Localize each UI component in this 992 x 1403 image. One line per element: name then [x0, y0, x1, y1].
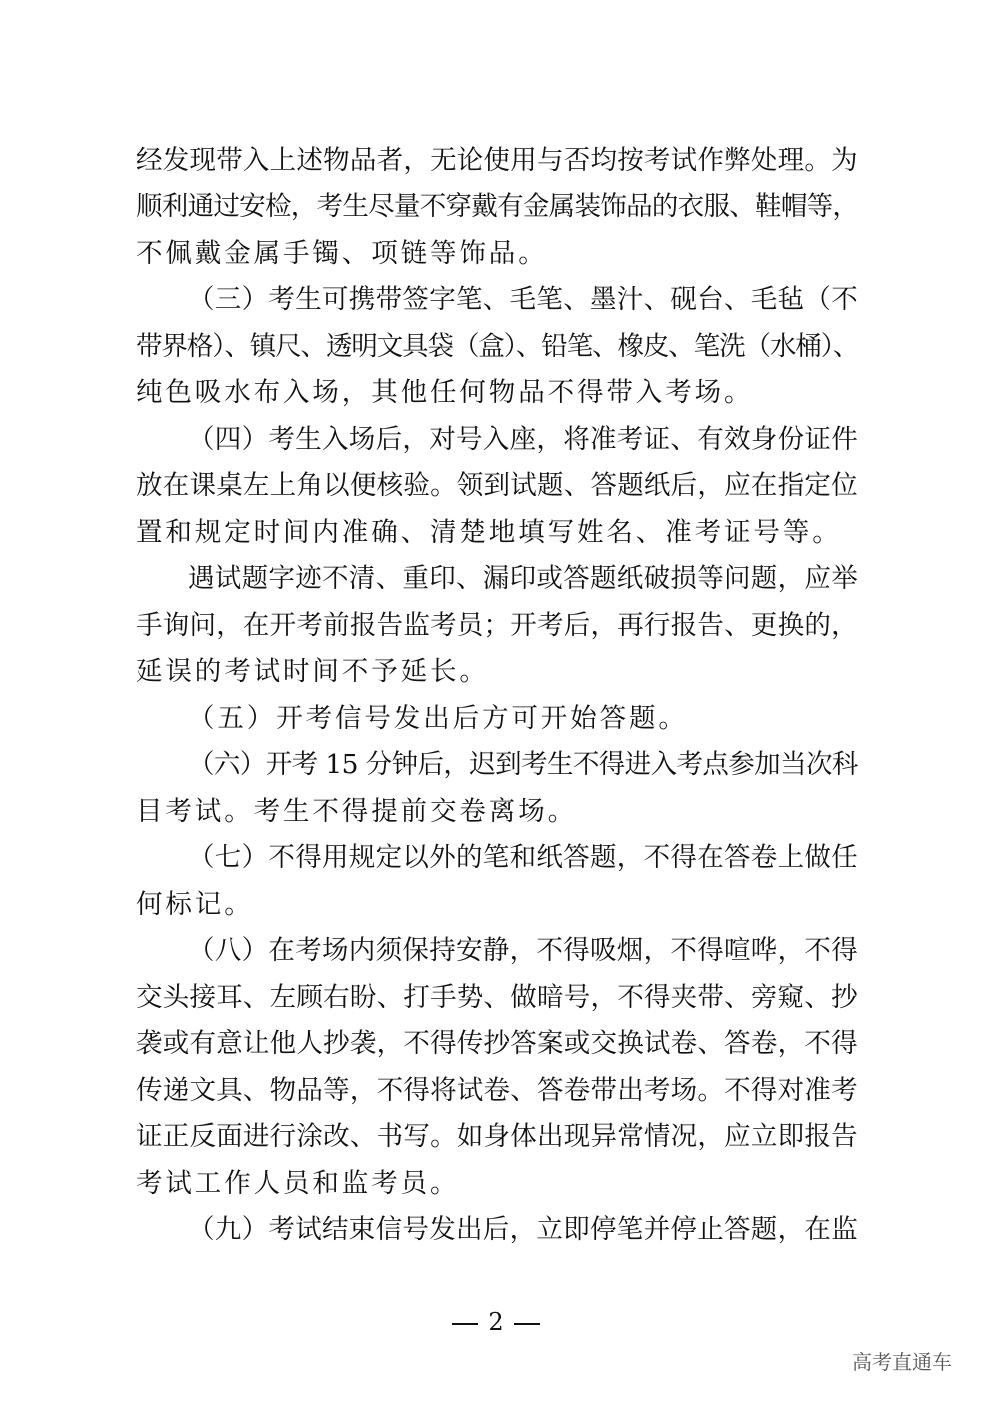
section-item-6-start: （六）开考 15 分钟后，迟到考生不得进入考点参加当次科	[188, 749, 858, 780]
body-text-line: 传递文具、物品等，不得将试卷、答卷带出考场。不得对准考	[136, 1075, 858, 1106]
section-item-7-start: （七）不得用规定以外的笔和纸答题，不得在答卷上做任	[188, 842, 858, 873]
page-number-dash-right	[514, 1323, 540, 1325]
body-text-line: 袭或有意让他人抄袭，不得传抄答案或交换试卷、答卷，不得	[136, 1028, 858, 1059]
body-text-line: 延误的考试时间不予延长。	[136, 656, 489, 687]
body-text-line: 考试工作人员和监考员。	[136, 1168, 460, 1199]
body-text-line: 不佩戴金属手镯、项链等饰品。	[136, 238, 548, 269]
page-number-dash-left	[452, 1323, 478, 1325]
body-text-line: 带界格）、镇尺、透明文具袋（盒）、铅笔、橡皮、笔洗（水桶）、	[136, 331, 859, 362]
body-text-line: 顺利通过安检，考生尽量不穿戴有金属装饰品的衣服、鞋帽等，	[136, 191, 859, 222]
section-item-4-start: （四）考生入场后，对号入座，将准考证、有效身份证件	[188, 424, 858, 455]
body-text-line: 交头接耳、左顾右盼、打手势、做暗号，不得夹带、旁窥、抄	[136, 982, 858, 1013]
section-item-8-start: （八）在考场内须保持安静，不得吸烟，不得喧哗，不得	[188, 935, 858, 966]
body-text-line: 置和规定时间内准确、清楚地填写姓名、准考证号等。	[136, 517, 842, 548]
watermark-text: 高考直通车	[852, 1350, 952, 1374]
body-text-line: 目考试。考生不得提前交卷离场。	[136, 796, 577, 827]
body-text-line: 何标记。	[136, 889, 254, 920]
body-text-line: 经发现带入上述物品者，无论使用与否均按考试作弊处理。为	[136, 145, 858, 176]
section-item-9-start: （九）考试结束信号发出后，立即停笔并停止答题，在监	[188, 1214, 858, 1245]
paragraph-start: 遇试题字迹不清、重印、漏印或答题纸破损等问题，应举	[188, 563, 858, 594]
body-text-line: 放在课桌左上角以便核验。领到试题、答题纸后，应在指定位	[136, 470, 858, 501]
body-text-line: 纯色吸水布入场，其他任何物品不得带入考场。	[136, 377, 754, 408]
body-text-line: 证正反面进行涂改、书写。如身体出现异常情况，应立即报告	[136, 1121, 858, 1152]
page-number	[0, 1302, 992, 1342]
section-item-5: （五）开考信号发出后方可开始答题。	[188, 703, 688, 734]
section-item-3-start: （三）考生可携带签字笔、毛笔、墨汁、砚台、毛毡（不	[188, 284, 858, 315]
page-number-value: 2	[488, 1308, 504, 1336]
body-text-line: 手询问，在开考前报告监考员；开考后，再行报告、更换的，	[136, 610, 858, 641]
